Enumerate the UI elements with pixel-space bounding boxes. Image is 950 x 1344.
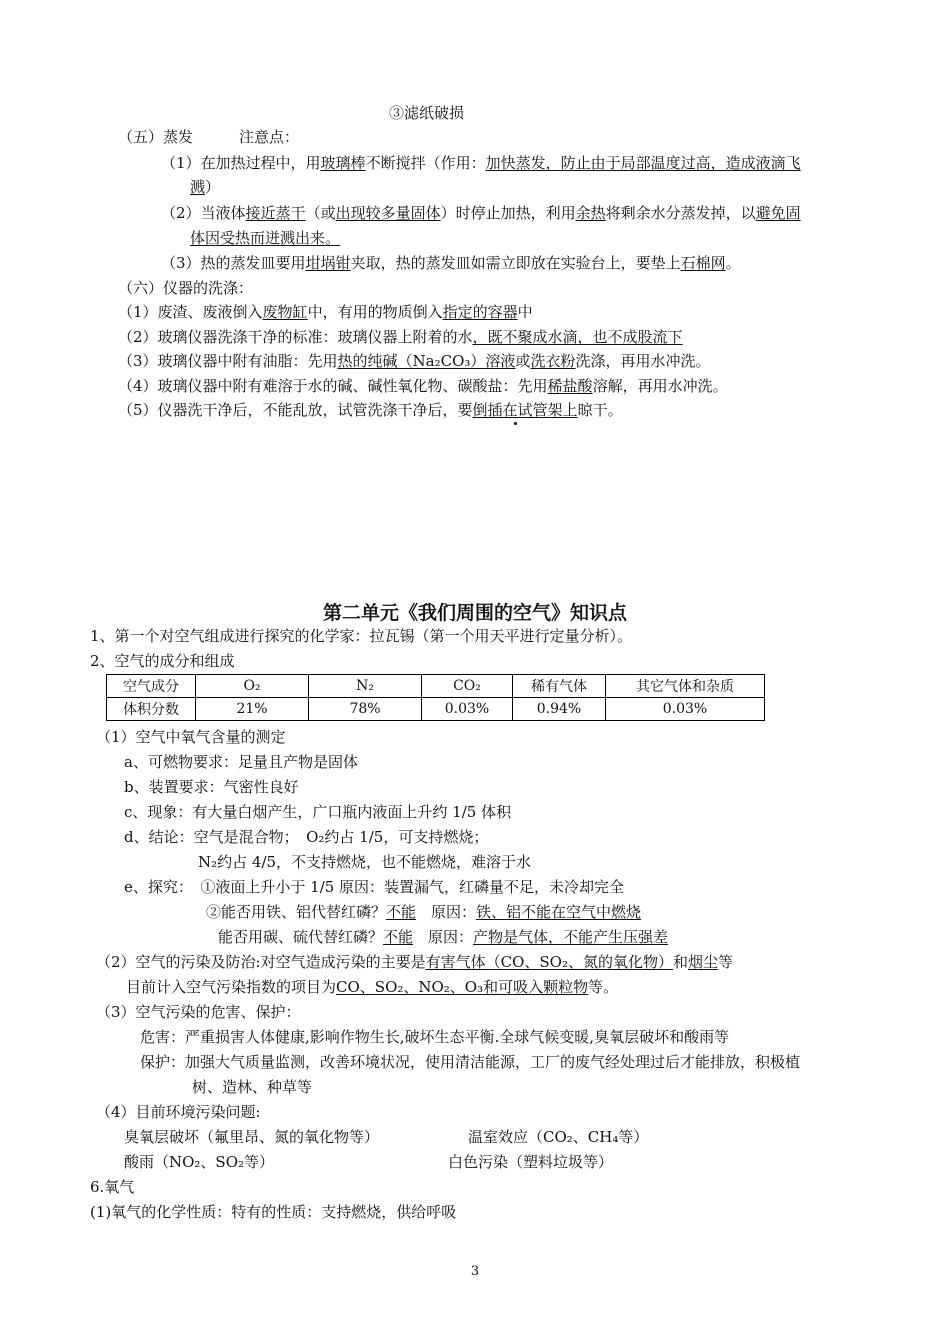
table-cell: 0.03% [422, 698, 513, 721]
measure-e: e、探究： ①液面上升小于 1/5 原因：装置漏气，红磷量不足，未冷却完全 [124, 878, 625, 896]
env-ozone: 臭氧层破坏（氟里昂、氮的氧化物等） [124, 1128, 380, 1146]
evap-point-1-cont: 溅） [190, 178, 221, 196]
evap-point-1: （1）在加热过程中，用玻璃棒不断搅拌（作用：加快蒸发，防止由于局部温度过高，造成液滴飞 [161, 154, 801, 172]
measure-e-2: ②能否用铁、铝代替红磷？不能 原因：铁、铝不能在空气中燃烧 [206, 903, 642, 921]
page-number: 3 [470, 1264, 480, 1279]
pollution-harm-heading: （3）空气污染的危害、保护： [96, 1003, 301, 1021]
evap-point-2: （2）当液体接近蒸干（或出现较多量固体）时停止加热，利用余热将剩余水分蒸发掉，以避免固 [161, 204, 801, 222]
table-cell: 空气成分 [107, 675, 196, 698]
table-cell: 0.94% [513, 698, 606, 721]
washing-item-5: （5）仪器洗干净后，不能乱放，试管洗涤干净后，要倒插在试管架上晾干。 [118, 401, 623, 419]
protect-line-cont: 树、造林、种草等 [192, 1078, 313, 1096]
measure-a: a、可燃物要求：足量且产物是固体 [124, 753, 358, 771]
oxygen-measure-heading: （1）空气中氧气含量的测定 [96, 728, 286, 746]
evap-point-2-cont: 体因受热而迸溅出来。 [190, 229, 341, 247]
table-row [107, 698, 765, 721]
env-white-pollution: 白色污染（塑料垃圾等） [448, 1153, 614, 1171]
table-cell: 其它气体和杂质 [606, 675, 765, 698]
measure-d: d、结论：空气是混合物； O₂约占 1/5，可支持燃烧； [124, 828, 489, 846]
table-cell: O₂ [196, 675, 309, 698]
oxygen-property: (1)氧气的化学性质：特有的性质：支持燃烧，供给呼吸 [90, 1203, 457, 1221]
measure-d-cont: N₂约占 4/5，不支持燃烧，也不能燃烧，难溶于水 [198, 853, 532, 871]
table-cell: 稀有气体 [513, 675, 606, 698]
unit-title: 第二单元《我们周围的空气》知识点 [322, 602, 627, 624]
table-cell: 21% [196, 698, 309, 721]
measure-e-3: 能否用碳、硫代替红磷？不能 原因：产物是气体，不能产生压强差 [218, 928, 669, 946]
env-problem-heading: （4）目前环境污染问题: [96, 1103, 261, 1121]
air-line-1: 1、第一个对空气组成进行探究的化学家：拉瓦锡（第一个用天平进行定量分析）。 [90, 627, 633, 645]
evaporation-heading: （五）蒸发 注意点： [118, 128, 300, 146]
washing-item-4: （4）玻璃仪器中附有难溶于水的碱、碱性氧化物、碳酸盐：先用稀盐酸溶解，再用水冲洗。 [118, 377, 728, 395]
washing-heading: （六）仪器的洗涤： [118, 279, 254, 297]
washing-item-1: （1）废渣、废液倒入废物缸中，有用的物质倒入指定的容器中 [118, 303, 533, 321]
air-composition-table [106, 674, 765, 721]
protect-line: 保护：加强大气质量监测，改善环境状况，使用清洁能源，工厂的废气经处理过后才能排放，积极植 [140, 1053, 801, 1071]
measure-c: c、现象：有大量白烟产生，广口瓶内液面上升约 1/5 体积 [124, 803, 512, 821]
table-row [107, 675, 765, 698]
oxygen-heading: 6.氧气 [90, 1178, 135, 1196]
washing-item-3: （3）玻璃仪器中附有油脂：先用热的纯碱（Na₂CO₃）溶液或洗衣粉洗涤，再用水冲洗。 [118, 352, 711, 370]
washing-item-2: （2）玻璃仪器洗涤干净的标准：玻璃仪器上附着的水，既不聚成水滴，也不成股流下 [118, 328, 683, 346]
env-greenhouse: 温室效应（CO₂、CH₄等） [468, 1128, 649, 1146]
table-cell: 0.03% [606, 698, 765, 721]
table-cell: N₂ [309, 675, 422, 698]
pollution-line: （2）空气的污染及防治:对空气造成污染的主要是有害气体（CO、SO₂、氮的氧化物）和烟尘等 [96, 953, 734, 971]
table-cell: CO₂ [422, 675, 513, 698]
filter-item-3: ③滤纸破损 [389, 104, 465, 122]
harm-line: 危害：严重损害人体健康,影响作物生长,破坏生态平衡.全球气候变暖,臭氧层破坏和酸雨等 [140, 1028, 730, 1046]
pollution-index-line: 目前计入空气污染指数的项目为CO、SO₂、NO₂、O₃和可吸入颗粒物等。 [126, 978, 619, 996]
air-line-2: 2、空气的成分和组成 [90, 652, 235, 670]
table-cell: 78% [309, 698, 422, 721]
table-cell: 体积分数 [107, 698, 196, 721]
measure-b: b、装置要求：气密性良好 [124, 778, 299, 796]
evap-point-3: （3）热的蒸发皿要用坩埚钳夹取，热的蒸发皿如需立即放在实验台上，要垫上石棉网。 [161, 254, 741, 272]
env-acid-rain: 酸雨（NO₂、SO₂等） [124, 1153, 275, 1171]
emphasis-dot [514, 422, 517, 425]
